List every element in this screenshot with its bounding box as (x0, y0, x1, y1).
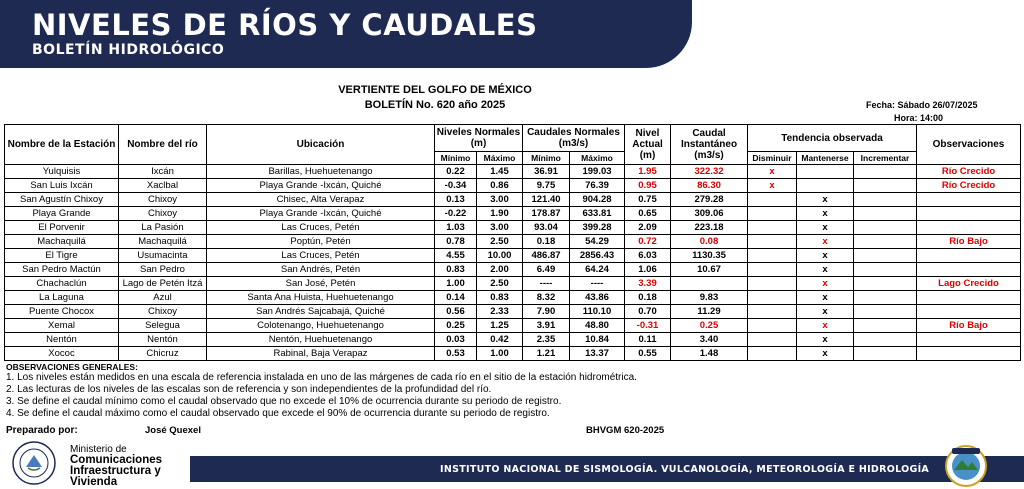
normal-level-min-cell: 0.14 (435, 291, 477, 305)
observation-cell: Río Bajo (917, 319, 1021, 333)
trend-maintain-cell: x (797, 207, 854, 221)
header-caudal-maximo: Máximo (570, 152, 625, 165)
observation-cell: Lago Crecido (917, 277, 1021, 291)
trend-maintain-cell: x (797, 221, 854, 235)
normal-level-max-cell: 0.42 (477, 333, 523, 347)
instant-flow-cell: 1130.35 (671, 249, 748, 263)
normal-level-min-cell: 0.03 (435, 333, 477, 347)
current-level-cell: 0.11 (625, 333, 671, 347)
instant-flow-cell: 3.40 (671, 333, 748, 347)
normal-flow-max-cell: 48.80 (570, 319, 625, 333)
river-name-cell: Chixoy (119, 305, 207, 319)
normal-level-max-cell: 1.00 (477, 347, 523, 361)
river-name-cell: Chicruz (119, 347, 207, 361)
ministry-line: Ministerio de (70, 444, 127, 455)
normal-level-max-cell: 1.90 (477, 207, 523, 221)
trend-increase-cell (854, 235, 917, 249)
trend-maintain-cell: x (797, 263, 854, 277)
river-name-cell: Chixoy (119, 207, 207, 221)
table-row (5, 263, 1021, 277)
trend-decrease-cell (748, 249, 797, 263)
normal-level-min-cell: 4.55 (435, 249, 477, 263)
trend-increase-cell (854, 277, 917, 291)
header-niveles: Niveles Normales (m) (435, 125, 523, 152)
table-row (5, 305, 1021, 319)
station-name-cell: Chachaclún (5, 277, 119, 291)
location-cell: Playa Grande -Ixcán, Quiché (207, 207, 435, 221)
river-name-cell: Lago de Petén Itzá (119, 277, 207, 291)
trend-increase-cell (854, 207, 917, 221)
trend-increase-cell (854, 333, 917, 347)
instant-flow-cell: 309.06 (671, 207, 748, 221)
normal-level-min-cell: 0.56 (435, 305, 477, 319)
current-level-cell: 6.03 (625, 249, 671, 263)
instant-flow-cell: 9.83 (671, 291, 748, 305)
table-row (5, 179, 1021, 193)
normal-level-min-cell: 0.78 (435, 235, 477, 249)
header-caudal-minimo: Mínimo (523, 152, 570, 165)
table-row (5, 277, 1021, 291)
institute-name: INSTITUTO NACIONAL DE SISMOLOGÍA. VULCANOLOGÍA, METEOROLOGÍA E HIDROLOGÍA (440, 464, 930, 475)
observation-cell: Río Bajo (917, 235, 1021, 249)
observation-cell (917, 249, 1021, 263)
header-nivel-maximo: Máximo (477, 152, 523, 165)
table-row (5, 347, 1021, 361)
trend-decrease-cell (748, 333, 797, 347)
normal-flow-min-cell: 486.87 (523, 249, 570, 263)
header-tendencia: Tendencia observada (748, 125, 917, 152)
ministry-logo (70, 444, 162, 488)
location-cell: Playa Grande -Ixcán, Quiché (207, 179, 435, 193)
header-disminuir: Disminuir (748, 152, 797, 165)
trend-increase-cell (854, 221, 917, 235)
normal-level-min-cell: 0.83 (435, 263, 477, 277)
current-level-cell: -0.31 (625, 319, 671, 333)
normal-flow-max-cell: 76.39 (570, 179, 625, 193)
normal-flow-max-cell: 64.24 (570, 263, 625, 277)
river-name-cell: Selegua (119, 319, 207, 333)
trend-decrease-cell (748, 235, 797, 249)
observations-title: OBSERVACIONES GENERALES: (6, 362, 138, 372)
page-title: NIVELES DE RÍOS Y CAUDALES (32, 8, 538, 42)
general-observations (6, 362, 637, 420)
observation-cell (917, 305, 1021, 319)
station-name-cell: La Laguna (5, 291, 119, 305)
bulletin-time: Hora: 14:00 (894, 113, 944, 123)
trend-maintain-cell: x (797, 347, 854, 361)
instant-flow-cell: 86.30 (671, 179, 748, 193)
normal-level-max-cell: 10.00 (477, 249, 523, 263)
normal-flow-min-cell: 36.91 (523, 165, 570, 179)
table-row (5, 291, 1021, 305)
table-row (5, 319, 1021, 333)
station-name-cell: Machaquilá (5, 235, 119, 249)
river-name-cell: Ixcán (119, 165, 207, 179)
river-name-cell: La Pasión (119, 221, 207, 235)
normal-flow-max-cell: 2856.43 (570, 249, 625, 263)
trend-increase-cell (854, 263, 917, 277)
location-cell: Colotenango, Huehuetenango (207, 319, 435, 333)
normal-flow-max-cell: 904.28 (570, 193, 625, 207)
ministry-line: Vivienda (70, 476, 118, 488)
normal-flow-max-cell: 13.37 (570, 347, 625, 361)
current-level-cell: 0.75 (625, 193, 671, 207)
normal-flow-max-cell: 199.03 (570, 165, 625, 179)
observation-cell (917, 193, 1021, 207)
station-name-cell: Playa Grande (5, 207, 119, 221)
table-row (5, 235, 1021, 249)
instant-flow-cell: 0.08 (671, 235, 748, 249)
ministry-line: Comunicaciones (70, 454, 163, 466)
station-name-cell: Puente Chocox (5, 305, 119, 319)
header-mantenerse: Mantenerse (797, 152, 854, 165)
location-cell: Las Cruces, Petén (207, 249, 435, 263)
observation-item: 1. Los niveles están medidos en una escala de referencia instalada en uno de las márgenes de cada río en el sitio de la estación hidrométrica. (6, 372, 637, 383)
instant-flow-cell: 279.28 (671, 193, 748, 207)
trend-maintain-cell: x (797, 291, 854, 305)
normal-flow-min-cell: 7.90 (523, 305, 570, 319)
station-name-cell: El Porvenir (5, 221, 119, 235)
trend-increase-cell (854, 193, 917, 207)
location-cell: Barillas, Huehuetenango (207, 165, 435, 179)
trend-decrease-cell (748, 277, 797, 291)
normal-flow-min-cell: 2.35 (523, 333, 570, 347)
trend-decrease-cell (748, 347, 797, 361)
instant-flow-cell: 0.25 (671, 319, 748, 333)
normal-flow-max-cell: 10.84 (570, 333, 625, 347)
header-observaciones: Observaciones (917, 125, 1021, 165)
observation-item: 3. Se define el caudal mínimo como el caudal observado que no excede el 10% de ocurrencia durante su periodo de registro. (6, 396, 562, 407)
trend-decrease-cell (748, 193, 797, 207)
instant-flow-cell: 322.32 (671, 165, 748, 179)
normal-level-min-cell: 0.13 (435, 193, 477, 207)
header-estacion: Nombre de la Estación (5, 125, 119, 165)
river-name-cell: Xaclbal (119, 179, 207, 193)
normal-flow-max-cell: 633.81 (570, 207, 625, 221)
trend-maintain-cell: x (797, 319, 854, 333)
normal-level-min-cell: 0.22 (435, 165, 477, 179)
current-level-cell: 0.72 (625, 235, 671, 249)
bulletin-code: BHVGM 620-2025 (586, 425, 665, 436)
river-name-cell: Azul (119, 291, 207, 305)
normal-flow-min-cell: 6.49 (523, 263, 570, 277)
observation-item: 4. Se define el caudal máximo como el caudal observado que excede el 90% de ocurrencia durante su periodo de registro. (6, 408, 550, 419)
current-level-cell: 0.95 (625, 179, 671, 193)
station-name-cell: San Luis Ixcán (5, 179, 119, 193)
header-caudal-instantaneo: Caudal Instantáneo (m3/s) (671, 125, 748, 165)
river-name-cell: Nentón (119, 333, 207, 347)
station-name-cell: El Tigre (5, 249, 119, 263)
vertiente-heading: VERTIENTE DEL GOLFO DE MÉXICO (338, 84, 532, 96)
trend-maintain-cell (797, 179, 854, 193)
instant-flow-cell: 10.67 (671, 263, 748, 277)
table-row (5, 193, 1021, 207)
ministry-line: Infraestructura y (70, 465, 161, 477)
observation-cell (917, 263, 1021, 277)
location-cell: San Andrés Sajcabajá, Quiché (207, 305, 435, 319)
trend-maintain-cell: x (797, 333, 854, 347)
normal-flow-min-cell: 1.21 (523, 347, 570, 361)
table-row (5, 207, 1021, 221)
normal-flow-max-cell: ---- (570, 277, 625, 291)
trend-decrease-cell (748, 263, 797, 277)
normal-level-max-cell: 0.86 (477, 179, 523, 193)
normal-flow-min-cell: 3.91 (523, 319, 570, 333)
normal-flow-min-cell: 121.40 (523, 193, 570, 207)
normal-level-min-cell: -0.22 (435, 207, 477, 221)
trend-decrease-cell (748, 291, 797, 305)
station-name-cell: Xococ (5, 347, 119, 361)
observation-cell (917, 221, 1021, 235)
normal-level-min-cell: 0.53 (435, 347, 477, 361)
trend-increase-cell (854, 347, 917, 361)
header-caudales: Caudales Normales (m3/s) (523, 125, 625, 152)
instant-flow-cell (671, 277, 748, 291)
trend-decrease-cell: x (748, 165, 797, 179)
header-nivel-minimo: Mínimo (435, 152, 477, 165)
normal-level-max-cell: 1.45 (477, 165, 523, 179)
trend-decrease-cell (748, 221, 797, 235)
location-cell: Santa Ana Huista, Huehuetenango (207, 291, 435, 305)
current-level-cell: 3.39 (625, 277, 671, 291)
station-name-cell: San Pedro Mactún (5, 263, 119, 277)
trend-maintain-cell (797, 165, 854, 179)
table-row (5, 165, 1021, 179)
normal-level-min-cell: 1.00 (435, 277, 477, 291)
normal-flow-max-cell: 399.28 (570, 221, 625, 235)
normal-level-max-cell: 3.00 (477, 221, 523, 235)
location-cell: Poptún, Petén (207, 235, 435, 249)
insivumeh-logo-icon (938, 442, 994, 488)
current-level-cell: 0.55 (625, 347, 671, 361)
instant-flow-cell: 223.18 (671, 221, 748, 235)
observation-cell: Río Crecido (917, 179, 1021, 193)
station-name-cell: Yulquisis (5, 165, 119, 179)
trend-increase-cell (854, 165, 917, 179)
location-cell: Rabinal, Baja Verapaz (207, 347, 435, 361)
header-rio: Nombre del río (119, 125, 207, 165)
instant-flow-cell: 1.48 (671, 347, 748, 361)
trend-increase-cell (854, 291, 917, 305)
river-name-cell: Chixoy (119, 193, 207, 207)
river-name-cell: San Pedro (119, 263, 207, 277)
normal-flow-min-cell: 0.18 (523, 235, 570, 249)
normal-level-max-cell: 2.50 (477, 235, 523, 249)
guatemala-seal-icon (4, 440, 64, 486)
prepared-by-label: Preparado por: (6, 425, 78, 436)
trend-maintain-cell: x (797, 193, 854, 207)
observation-cell: Río Crecido (917, 165, 1021, 179)
current-level-cell: 2.09 (625, 221, 671, 235)
river-name-cell: Usumacinta (119, 249, 207, 263)
page-subtitle: BOLETÍN HIDROLÓGICO (32, 42, 225, 58)
current-level-cell: 1.95 (625, 165, 671, 179)
normal-level-min-cell: 1.03 (435, 221, 477, 235)
current-level-cell: 0.70 (625, 305, 671, 319)
trend-maintain-cell: x (797, 249, 854, 263)
station-name-cell: Nentón (5, 333, 119, 347)
bulletin-date: Fecha: Sábado 26/07/2025 (866, 100, 978, 110)
current-level-cell: 1.06 (625, 263, 671, 277)
normal-level-max-cell: 2.33 (477, 305, 523, 319)
header-incrementar: Incrementar (854, 152, 917, 165)
normal-flow-min-cell: 93.04 (523, 221, 570, 235)
trend-decrease-cell (748, 305, 797, 319)
normal-flow-max-cell: 110.10 (570, 305, 625, 319)
normal-flow-min-cell: 8.32 (523, 291, 570, 305)
instant-flow-cell: 11.29 (671, 305, 748, 319)
observation-item: 2. Las lecturas de los niveles de las escalas son de referencia y son independientes de la profundidad del río. (6, 384, 492, 395)
location-cell: Las Cruces, Petén (207, 221, 435, 235)
normal-level-max-cell: 2.50 (477, 277, 523, 291)
trend-increase-cell (854, 179, 917, 193)
normal-flow-max-cell: 43.86 (570, 291, 625, 305)
stations-table (4, 124, 1021, 361)
table-row (5, 333, 1021, 347)
trend-maintain-cell: x (797, 235, 854, 249)
normal-level-min-cell: -0.34 (435, 179, 477, 193)
normal-level-max-cell: 0.83 (477, 291, 523, 305)
location-cell: Nentón, Huehuetenango (207, 333, 435, 347)
location-cell: San Andrés, Petén (207, 263, 435, 277)
normal-level-max-cell: 1.25 (477, 319, 523, 333)
normal-flow-max-cell: 54.29 (570, 235, 625, 249)
observation-cell (917, 333, 1021, 347)
trend-decrease-cell (748, 319, 797, 333)
location-cell: San José, Petén (207, 277, 435, 291)
title-banner (0, 0, 692, 68)
normal-flow-min-cell: 9.75 (523, 179, 570, 193)
normal-flow-min-cell: ---- (523, 277, 570, 291)
normal-level-min-cell: 0.25 (435, 319, 477, 333)
current-level-cell: 0.18 (625, 291, 671, 305)
location-cell: Chisec, Alta Verapaz (207, 193, 435, 207)
observation-cell (917, 291, 1021, 305)
trend-maintain-cell: x (797, 277, 854, 291)
current-level-cell: 0.65 (625, 207, 671, 221)
station-name-cell: Xemal (5, 319, 119, 333)
station-name-cell: San Agustín Chixoy (5, 193, 119, 207)
table-row (5, 249, 1021, 263)
trend-decrease-cell: x (748, 179, 797, 193)
header-nivel-actual: Nivel Actual (m) (625, 125, 671, 165)
trend-increase-cell (854, 319, 917, 333)
normal-level-max-cell: 2.00 (477, 263, 523, 277)
observation-cell (917, 347, 1021, 361)
trend-maintain-cell: x (797, 305, 854, 319)
bulletin-number: BOLETÍN No. 620 año 2025 (364, 99, 506, 111)
trend-increase-cell (854, 305, 917, 319)
normal-flow-min-cell: 178.87 (523, 207, 570, 221)
trend-decrease-cell (748, 207, 797, 221)
table-row (5, 221, 1021, 235)
river-name-cell: Machaquilá (119, 235, 207, 249)
header-ubicacion: Ubicación (207, 125, 435, 165)
normal-level-max-cell: 3.00 (477, 193, 523, 207)
trend-increase-cell (854, 249, 917, 263)
prepared-by-name: José Quexel (145, 425, 201, 436)
observation-cell (917, 207, 1021, 221)
